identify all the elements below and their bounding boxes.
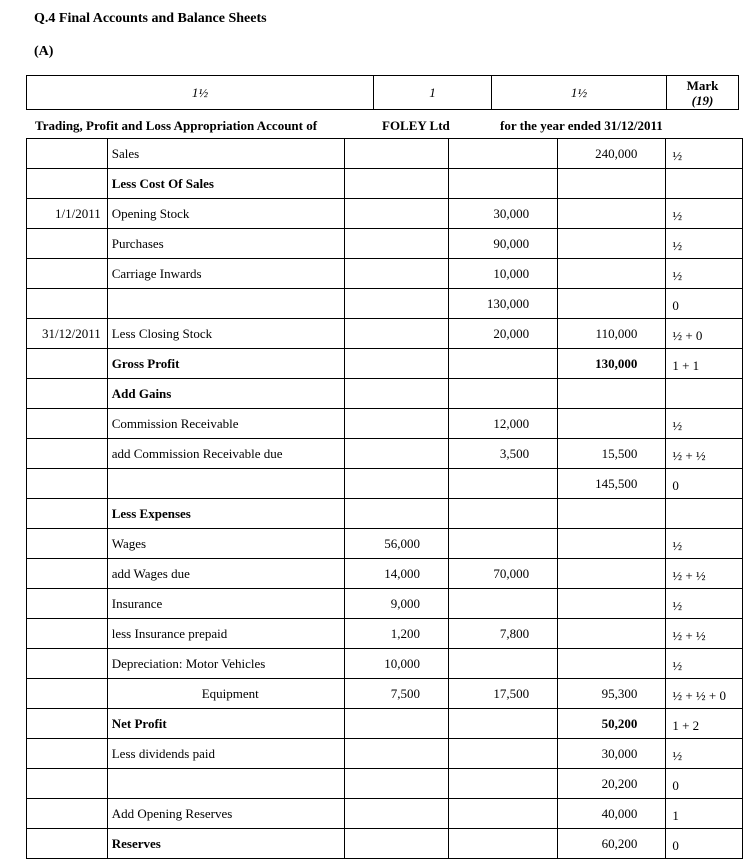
- label-cell: Wages: [107, 529, 344, 559]
- mark-cell: ½: [666, 529, 743, 559]
- amount-col-3-cell: [558, 199, 666, 229]
- mark-cell: [666, 499, 743, 529]
- amount-col-1-cell: 10,000: [345, 649, 449, 679]
- table-row: [27, 289, 743, 319]
- account-heading-period: for the year ended 31/12/2011: [500, 118, 663, 133]
- amount-col-3-cell: 240,000: [558, 139, 666, 169]
- table-row: [27, 619, 743, 649]
- amount-col-3-cell: [558, 649, 666, 679]
- date-cell: [27, 649, 108, 679]
- table-row: [27, 379, 743, 409]
- table-row: [27, 409, 743, 439]
- mark-cell: [666, 169, 743, 199]
- mark-cell: ½: [666, 139, 743, 169]
- mark-cell: ½: [666, 649, 743, 679]
- date-cell: 1/1/2011: [27, 199, 108, 229]
- date-cell: [27, 829, 108, 859]
- table-row: [27, 799, 743, 829]
- label-cell: Carriage Inwards: [107, 259, 344, 289]
- date-cell: [27, 139, 108, 169]
- amount-col-3-cell: [558, 379, 666, 409]
- date-cell: [27, 499, 108, 529]
- amount-col-3-cell: [558, 289, 666, 319]
- table-row: [27, 499, 743, 529]
- mark-cell: 1: [666, 799, 743, 829]
- date-cell: [27, 169, 108, 199]
- mark-cell: 1 + 1: [666, 349, 743, 379]
- mark-cell: ½: [666, 409, 743, 439]
- amount-col-1-cell: [345, 229, 449, 259]
- date-cell: [27, 679, 108, 709]
- amount-col-2-cell: [449, 589, 558, 619]
- label-cell: Net Profit: [107, 709, 344, 739]
- label-cell: Depreciation: Motor Vehicles: [107, 649, 344, 679]
- date-cell: [27, 769, 108, 799]
- amount-col-3-cell: [558, 589, 666, 619]
- mark-cell: ½: [666, 229, 743, 259]
- table-row: [27, 229, 743, 259]
- mark-cell: ½ + 0: [666, 319, 743, 349]
- amount-col-2-cell: 3,500: [449, 439, 558, 469]
- table-row: [27, 709, 743, 739]
- label-cell: Gross Profit: [107, 349, 344, 379]
- amount-col-2-cell: 130,000: [449, 289, 558, 319]
- date-cell: [27, 739, 108, 769]
- amount-col-3-cell: [558, 499, 666, 529]
- amount-col-2-cell: 7,800: [449, 619, 558, 649]
- amount-col-3-cell: 40,000: [558, 799, 666, 829]
- label-cell: Commission Receivable: [107, 409, 344, 439]
- amount-col-1-cell: [345, 469, 449, 499]
- amount-col-1-cell: [345, 199, 449, 229]
- amount-col-1-cell: 9,000: [345, 589, 449, 619]
- amount-col-1-cell: [345, 409, 449, 439]
- table-row: [27, 529, 743, 559]
- label-cell: Less dividends paid: [107, 739, 344, 769]
- amount-col-1-cell: [345, 259, 449, 289]
- account-heading-title: Trading, Profit and Loss Appropriation Account of: [35, 118, 318, 133]
- amount-col-1-cell: [345, 499, 449, 529]
- mark-cell: ½: [666, 259, 743, 289]
- amount-col-1-cell: [345, 769, 449, 799]
- label-cell: Opening Stock: [107, 199, 344, 229]
- table-row: [27, 559, 743, 589]
- date-cell: [27, 589, 108, 619]
- amount-col-2-cell: [449, 709, 558, 739]
- amount-col-3-cell: 20,200: [558, 769, 666, 799]
- date-cell: [27, 409, 108, 439]
- amount-col-2-cell: 70,000: [449, 559, 558, 589]
- mark-cell-3: 1½: [492, 76, 667, 110]
- amount-col-1-cell: [345, 799, 449, 829]
- amount-col-3-cell: [558, 619, 666, 649]
- amount-col-3-cell: 130,000: [558, 349, 666, 379]
- amount-col-1-cell: [345, 289, 449, 319]
- amount-col-3-cell: 15,500: [558, 439, 666, 469]
- amount-col-2-cell: [449, 139, 558, 169]
- label-cell: Less Closing Stock: [107, 319, 344, 349]
- mark-cell: ½ + ½: [666, 559, 743, 589]
- label-cell: Insurance: [107, 589, 344, 619]
- label-cell: Add Gains: [107, 379, 344, 409]
- label-cell: Equipment: [107, 679, 344, 709]
- amount-col-2-cell: 30,000: [449, 199, 558, 229]
- amount-col-1-cell: [345, 709, 449, 739]
- mark-cell: ½ + ½: [666, 619, 743, 649]
- amount-col-2-cell: [449, 469, 558, 499]
- date-cell: [27, 619, 108, 649]
- date-cell: [27, 349, 108, 379]
- date-cell: [27, 559, 108, 589]
- amount-col-2-cell: [449, 799, 558, 829]
- question-part: (A): [34, 44, 54, 59]
- date-cell: [27, 259, 108, 289]
- mark-cell-2: 1: [374, 76, 492, 110]
- date-cell: [27, 439, 108, 469]
- label-cell: less Insurance prepaid: [107, 619, 344, 649]
- mark-cell: 0: [666, 289, 743, 319]
- amount-col-3-cell: [558, 559, 666, 589]
- amount-col-1-cell: 14,000: [345, 559, 449, 589]
- amount-col-2-cell: [449, 499, 558, 529]
- mark-cell: 1 + 2: [666, 709, 743, 739]
- label-cell: [107, 289, 344, 319]
- account-table: [26, 138, 743, 859]
- table-row: [27, 739, 743, 769]
- amount-col-3-cell: 60,200: [558, 829, 666, 859]
- table-row: [27, 439, 743, 469]
- amount-col-1-cell: [345, 379, 449, 409]
- table-row: [27, 649, 743, 679]
- label-cell: Purchases: [107, 229, 344, 259]
- mark-cell-1: 1½: [27, 76, 374, 110]
- amount-col-2-cell: 90,000: [449, 229, 558, 259]
- amount-col-1-cell: 56,000: [345, 529, 449, 559]
- mark-cell: 0: [666, 769, 743, 799]
- label-cell: Less Cost Of Sales: [107, 169, 344, 199]
- amount-col-3-cell: 110,000: [558, 319, 666, 349]
- table-row: [27, 829, 743, 859]
- amount-col-1-cell: [345, 439, 449, 469]
- amount-col-2-cell: [449, 529, 558, 559]
- date-cell: [27, 379, 108, 409]
- marks-header-table: [26, 75, 739, 110]
- date-cell: [27, 529, 108, 559]
- question-title: Q.4 Final Accounts and Balance Sheets: [34, 11, 267, 26]
- amount-col-1-cell: [345, 829, 449, 859]
- table-row: [27, 589, 743, 619]
- amount-col-2-cell: 10,000: [449, 259, 558, 289]
- amount-col-3-cell: 145,500: [558, 469, 666, 499]
- mark-cell: ½: [666, 199, 743, 229]
- amount-col-2-cell: [449, 169, 558, 199]
- label-cell: add Wages due: [107, 559, 344, 589]
- amount-col-2-cell: [449, 769, 558, 799]
- label-cell: Less Expenses: [107, 499, 344, 529]
- amount-col-3-cell: 30,000: [558, 739, 666, 769]
- date-cell: [27, 469, 108, 499]
- amount-col-2-cell: 17,500: [449, 679, 558, 709]
- amount-col-3-cell: [558, 169, 666, 199]
- amount-col-3-cell: 95,300: [558, 679, 666, 709]
- table-row: [27, 169, 743, 199]
- table-row: [27, 349, 743, 379]
- amount-col-1-cell: 1,200: [345, 619, 449, 649]
- amount-col-2-cell: [449, 739, 558, 769]
- label-cell: Sales: [107, 139, 344, 169]
- table-row: [27, 469, 743, 499]
- date-cell: [27, 799, 108, 829]
- amount-col-2-cell: 20,000: [449, 319, 558, 349]
- mark-cell: 0: [666, 469, 743, 499]
- account-heading-company: FOLEY Ltd: [382, 118, 450, 133]
- mark-cell: ½: [666, 589, 743, 619]
- label-cell: Add Opening Reserves: [107, 799, 344, 829]
- label-cell: Reserves: [107, 829, 344, 859]
- mark-label: Mark: [686, 77, 719, 93]
- amount-col-1-cell: [345, 319, 449, 349]
- mark-cell: ½ + ½ + 0: [666, 679, 743, 709]
- amount-col-3-cell: [558, 259, 666, 289]
- amount-col-1-cell: [345, 739, 449, 769]
- amount-col-1-cell: [345, 139, 449, 169]
- mark-cell: 0: [666, 829, 743, 859]
- table-row: [27, 199, 743, 229]
- amount-col-3-cell: [558, 409, 666, 439]
- date-cell: [27, 229, 108, 259]
- amount-col-2-cell: [449, 829, 558, 859]
- date-cell: [27, 289, 108, 319]
- amount-col-3-cell: [558, 529, 666, 559]
- mark-cell: [666, 379, 743, 409]
- label-cell: add Commission Receivable due: [107, 439, 344, 469]
- amount-col-2-cell: [449, 649, 558, 679]
- mark-cell: ½: [666, 739, 743, 769]
- amount-col-3-cell: 50,200: [558, 709, 666, 739]
- date-cell: [27, 709, 108, 739]
- date-cell: 31/12/2011: [27, 319, 108, 349]
- table-row: [27, 139, 743, 169]
- marks-header-row: [27, 76, 739, 110]
- label-cell: [107, 769, 344, 799]
- table-row: [27, 259, 743, 289]
- table-row: [27, 679, 743, 709]
- amount-col-2-cell: [449, 379, 558, 409]
- amount-col-3-cell: [558, 229, 666, 259]
- mark-total: (19): [691, 92, 714, 108]
- mark-total-cell: [667, 76, 739, 110]
- amount-col-1-cell: 7,500: [345, 679, 449, 709]
- amount-col-1-cell: [345, 349, 449, 379]
- table-row: [27, 319, 743, 349]
- amount-col-1-cell: [345, 169, 449, 199]
- label-cell: [107, 469, 344, 499]
- table-row: [27, 769, 743, 799]
- amount-col-2-cell: [449, 349, 558, 379]
- amount-col-2-cell: 12,000: [449, 409, 558, 439]
- mark-cell: ½ + ½: [666, 439, 743, 469]
